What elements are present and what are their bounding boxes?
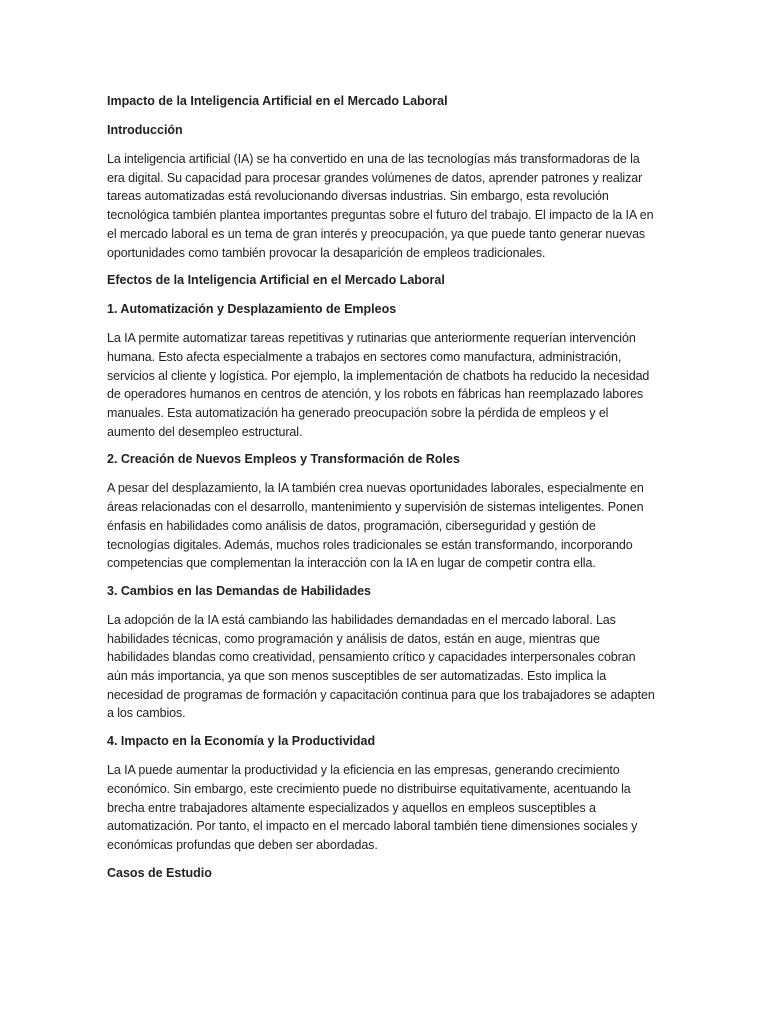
section-heading-new-jobs: 2. Creación de Nuevos Empleos y Transformación de Roles	[107, 452, 460, 467]
effects-heading: Efectos de la Inteligencia Artificial en el Mercado Laboral	[107, 273, 445, 288]
section-paragraph-automation: La IA permite automatizar tareas repetitivas y rutinarias que anteriormente requerían intervención humana. Esto afecta especialmente a trabajos en sectores como manufactura, administración, servicios al cliente y logística. Por ejemplo, la implementación de chatbots ha reducido la necesidad de operadores humanos en centros de atención, y los robots en fábricas han reemplazado labores manuales. Esta automatización ha generado preocupación sobre la pérdida de empleos y el aumento del desempleo estructural.	[107, 331, 650, 439]
intro-paragraph: La inteligencia artificial (IA) se ha convertido en una de las tecnologías más transformadoras de la era digital. Su capacidad para procesar grandes volúmenes de datos, aprender patrones y realizar tareas automatizadas está revolucionando diversas industrias. Sin embargo, esta revolución tecnológica también plantea importantes preguntas sobre el futuro del trabajo. El impacto de la IA en el mercado laboral es un tema de gran interés y preocupación, ya que puede tanto generar nuevas oportunidades como también provocar la desaparición de empleos tradicionales.	[107, 152, 654, 260]
section-paragraph-new-jobs: A pesar del desplazamiento, la IA también crea nuevas oportunidades laborales, especialmente en áreas relacionadas con el desarrollo, mantenimiento y supervisión de sistemas inteligentes. Ponen énfasis en habilidades como análisis de datos, programación, ciberseguridad y gestión de tecnologías digitales. Además, muchos roles tradicionales se están transformando, incorporando competencias que complementan la interacción con la IA en lugar de competir contra ella.	[107, 481, 644, 571]
document-title: Impacto de la Inteligencia Artificial en el Mercado Laboral	[107, 94, 448, 108]
section-heading-skills: 3. Cambios en las Demandas de Habilidades	[107, 583, 371, 598]
intro-heading: Introducción	[107, 123, 183, 137]
section-paragraph-skills: La adopción de la IA está cambiando las habilidades demandadas en el mercado laboral. Las habilidades técnicas, como programación y análisis de datos, están en auge, mientras que habilidades blandas como creatividad, pensamiento crítico y capacidades interpersonales cobran aún más importancia, ya que son menos susceptibles de ser automatizadas. Esto implica la necesidad de programas de formación y capacitación continua para que los trabajadores se adapten a los cambios.	[107, 612, 655, 721]
section-heading-economy: 4. Impacto en la Economía y la Productividad	[107, 734, 376, 749]
section-paragraph-economy: La IA puede aumentar la productividad y la eficiencia en las empresas, generando crecimiento económico. Sin embargo, este crecimiento puede no distribuirse equitativamente, acentuando la brecha entre trabajadores altamente especializados y aquellos en empleos susceptibles a automatización. Por tanto, el impacto en el mercado laboral también tiene dimensiones sociales y económicas profundas que deben ser abordadas.	[107, 763, 638, 852]
section-heading-automation: 1. Automatización y Desplazamiento de Empleos	[107, 302, 397, 317]
document-body	[107, 92, 659, 893]
case-studies-heading: Casos de Estudio	[107, 865, 212, 880]
